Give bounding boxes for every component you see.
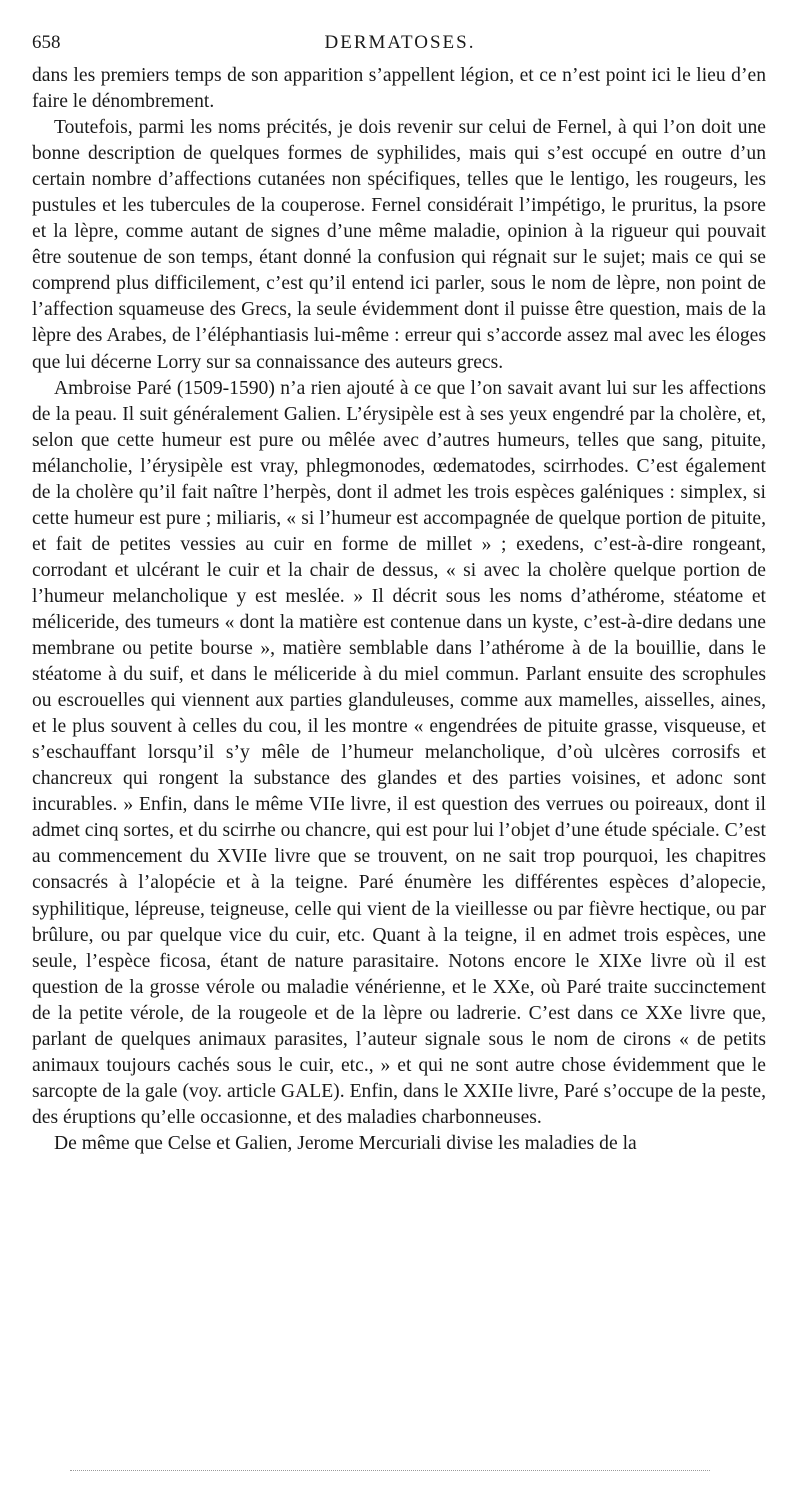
running-head: DERMATOSES.: [324, 32, 476, 53]
paragraph-fernel: Toutefois, parmi les noms précités, je dois revenir sur celui de Fernel, à qui l’on doit une bonne description de quelques formes de syphilides, mais qui s’est occupé en outre d’un certain nombre d’affections cutanées non spécifiques, telles que le lentigo, les rougeurs, les pustules et les tubercules de la couperose. Fernel considérait l’impétigo, le pruritus, la psore et la lèpre, comme autant de signes d’une même maladie, opinion à la rigueur qui pouvait être soutenue de son temps, étant donné la confusion qui régnait sur le sujet; mais ce qui se comprend plus difficilement, c’est qu’il entend ici parler, sous le nom de lèpre, non point de l’affection squameuse des Grecs, la seule évidemment dont il puisse être question, mais de la lèpre des Arabes, de l’éléphantiasis lui-même : erreur qui s’accorde assez mal avec les éloges que lui décerne Lorry sur sa connaissance des auteurs grecs.: [32, 117, 766, 373]
page-body: [32, 63, 766, 1157]
paragraph-ambroise-pare: Ambroise Paré (1509-1590) n’a rien ajouté à ce que l’on savait avant lui sur les affections de la peau. Il suit généralement Galien. L’érysipèle est à ses yeux engendré par la cholère, et, selon que cette humeur est pure ou mêlée avec d’autres humeurs, telles que sang, pituite, mélancholie, l’érysipèle est vray, phlegmonodes, œdematodes, scirrhodes. C’est également de la cholère qu’il fait naître l’herpès, dont il admet les trois espèces galéniques : simplex, si cette humeur est pure ; miliaris, « si l’humeur est accompagnée de quelque portion de pituite, et fait de petites vessies au cuir en forme de millet » ; exedens, c’est-à-dire rongeant, corrodant et ulcérant le cuir et la chair de dessus, « si avec la cholère quelque portion de l’humeur melancholique y est meslée. » Il décrit sous les noms d’athérome, stéatome et méliceride, des tumeurs « dont la matière est contenue dans un kyste, c’est-à-dire dedans une membrane ou petite bourse », matière semblable dans l’athérome à de la bouillie, dans le stéatome à du suif, et dans le méliceride à du miel commun. Parlant ensuite des scrophules ou escrouelles qui viennent aux parties glanduleuses, comme aux mamelles, aisselles, aines, et le plus souvent à celles du cou, il les montre « engendrées de pituite grasse, visqueuse, et s’eschauffant lorsqu’il s’y mêle de l’humeur melancholique, d’où ulcères corrosifs et chancreux qui rongent la substance des glandes et des parties voisines, et adonc sont incurables. » Enfin, dans le même VIIe livre, il est question des verrues ou poireaux, dont il admet cinq sortes, et du scirrhe ou chancre, qui est pour lui l’objet d’une étude spéciale. C’est au commencement du XVIIe livre que se trouvent, on ne sait trop pourquoi, les chapitres consacrés à l’alopécie et à la teigne. Paré énumère les différentes espèces d’alopecie, syphilitique, lépreuse, teigneuse, celle qui vient de la vieillesse ou par fièvre hectique, ou par brûlure, ou par quelque vice du cuir, etc. Quant à la teigne, il en admet trois espèces, une seule, l’espèce ficosa, étant de nature parasitaire. Notons encore le XIXe livre où il est question de la grosse vérole ou maladie vénérienne, et le XXe, où Paré traite succinctement de la petite vérole, de la rougeole et de la lèpre ou ladrerie. C’est dans ce XXe livre que, parlant de quelques animaux parasites, l’auteur signale sous le nom de cirons « de petits animaux toujours cachés sous le cuir, etc., » et qui ne sont autre chose évidemment que le sarcopte de la gale (voy. article GALE). Enfin, dans le XXIIe livre, Paré s’occupe de la peste, des éruptions qu’elle occasionne, et des maladies charbonneuses.: [32, 377, 766, 1128]
paragraph-continuation: dans les premiers temps de son apparition s’appellent légion, et ce n’est point ici le lieu d’en faire le dénombrement.: [32, 65, 766, 113]
page-number: 658: [32, 32, 61, 53]
bottom-dotted-rule: [70, 1470, 710, 1472]
page-header: [32, 30, 768, 56]
paragraph-mercuriali: De même que Celse et Galien, Jerome Mercuriali divise les maladies de la: [54, 1132, 637, 1154]
